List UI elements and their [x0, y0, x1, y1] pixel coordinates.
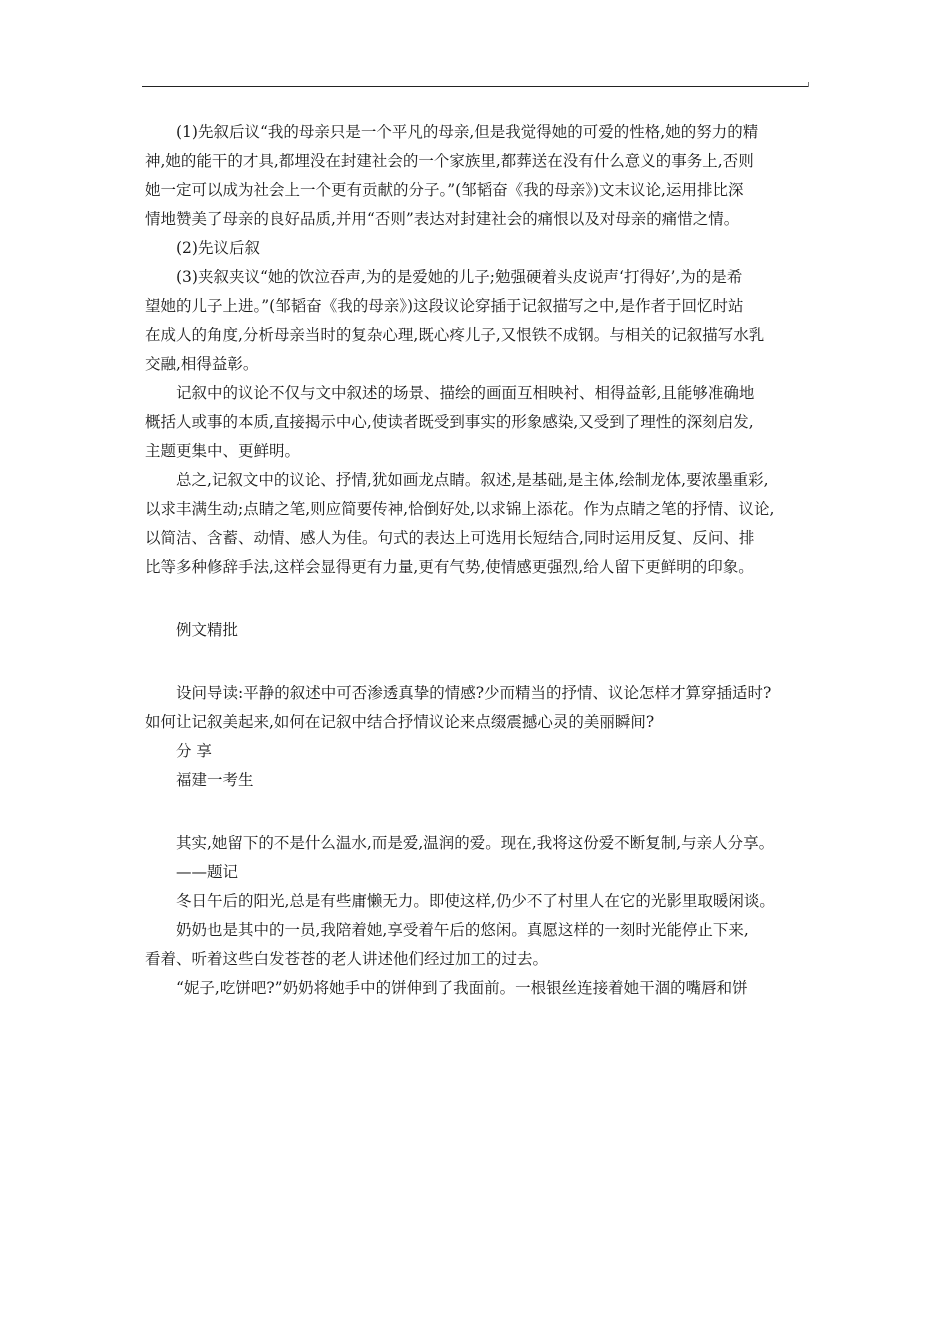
paragraph-winter-afternoon — [145, 887, 817, 916]
header-tick — [808, 82, 809, 87]
text-line: 在成人的角度,分析母亲当时的复杂心理,既心疼儿子,又恨铁不成钢。与相关的记叙描写水乳 — [145, 326, 765, 344]
header-rule — [142, 86, 809, 87]
paragraph-first-narrate-then-discuss — [145, 118, 817, 234]
paragraph-cake — [145, 974, 817, 1003]
section-heading-example — [145, 616, 817, 645]
paragraph-grandma — [145, 916, 817, 974]
epigraph-attribution: ——题记 — [176, 863, 239, 881]
essay-author: 福建一考生 — [176, 771, 254, 789]
text-line: 奶奶也是其中的一员,我陪着她,享受着午后的悠闲。真愿这样的一刻时光能停止下来, — [176, 921, 749, 939]
paragraph-narrate-and-discuss — [145, 263, 817, 379]
text-line: “妮子,吃饼吧?”奶奶将她手中的饼伸到了我面前。一根银丝连接着她干涸的嘴唇和饼 — [176, 979, 748, 997]
section-spacer — [145, 582, 817, 616]
text-line: (2)先议后叙 — [176, 239, 260, 257]
paragraph-role-of-discussion — [145, 379, 817, 466]
text-line: 神,她的能干的才具,都埋没在封建社会的一个家族里,都葬送在没有什么意义的事务上,否则 — [145, 152, 754, 170]
text-line: 望她的儿子上进。”(邹韬奋《我的母亲》)这段议论穿插于记叙描写之中,是作者于回忆时站 — [145, 297, 744, 315]
text-line: 冬日午后的阳光,总是有些庸懒无力。即使这样,仍少不了村里人在它的光影里取暖闲谈。 — [176, 892, 775, 910]
epigraph-attribution-block — [145, 858, 817, 887]
text-line: 记叙中的议论不仅与文中叙述的场景、描绘的画面互相映衬、相得益彰,且能够准确地 — [176, 384, 755, 402]
text-line: 交融,相得益彰。 — [145, 355, 259, 373]
essay-author-block — [145, 766, 817, 795]
paragraph-summary — [145, 466, 817, 582]
text-line: (3)夹叙夹议“她的饮泣吞声,为的是爱她的儿子;勉强硬着头皮说声‘打得好’,为的是希 — [176, 268, 743, 286]
text-line: 如何让记叙美起来,如何在记叙中结合抒情议论来点缀震撼心灵的美丽瞬间? — [145, 713, 655, 731]
paragraph-epigraph — [145, 829, 817, 858]
section-spacer — [145, 795, 817, 829]
text-line: 她一定可以成为社会上一个更有贡献的分子。”(邹韬奋《我的母亲》)文末议论,运用排比深 — [145, 181, 744, 199]
document-body — [145, 118, 817, 1003]
text-line: 其实,她留下的不是什么温水,而是爱,温润的爱。现在,我将这份爱不断复制,与亲人分享。 — [176, 834, 775, 852]
text-line: 以简洁、含蓄、动情、感人为佳。句式的表达上可选用长短结合,同时运用反复、反问、排 — [145, 529, 755, 547]
text-line: (1)先叙后议“我的母亲只是一个平凡的母亲,但是我觉得她的可爱的性格,她的努力的精 — [176, 123, 759, 141]
essay-title: 分 享 — [176, 742, 212, 760]
section-heading: 例文精批 — [176, 621, 239, 639]
text-line: 主题更集中、更鲜明。 — [145, 442, 301, 460]
paragraph-guiding-questions — [145, 679, 817, 737]
text-line: 以求丰满生动;点睛之笔,则应简要传神,恰倒好处,以求锦上添花。作为点睛之笔的抒情、议论, — [145, 500, 775, 518]
text-line: 设问导读:平静的叙述中可否渗透真挚的情感?少而精当的抒情、议论怎样才算穿插适时? — [176, 684, 772, 702]
essay-title-block — [145, 737, 817, 766]
text-line: 概括人或事的本质,直接揭示中心,使读者既受到事实的形象感染,又受到了理性的深刻启发, — [145, 413, 754, 431]
text-line: 看着、听着这些白发苍苍的老人讲述他们经过加工的过去。 — [145, 950, 549, 968]
paragraph-first-discuss-then-narrate — [145, 234, 817, 263]
text-line: 总之,记叙文中的议论、抒情,犹如画龙点睛。叙述,是基础,是主体,绘制龙体,要浓墨重彩, — [176, 471, 769, 489]
section-spacer — [145, 645, 817, 679]
text-line: 比等多种修辞手法,这样会显得更有力量,更有气势,使情感更强烈,给人留下更鲜明的印象。 — [145, 558, 754, 576]
text-line: 情地赞美了母亲的良好品质,并用“否则”表达对封建社会的痛恨以及对母亲的痛惜之情。 — [145, 210, 740, 228]
